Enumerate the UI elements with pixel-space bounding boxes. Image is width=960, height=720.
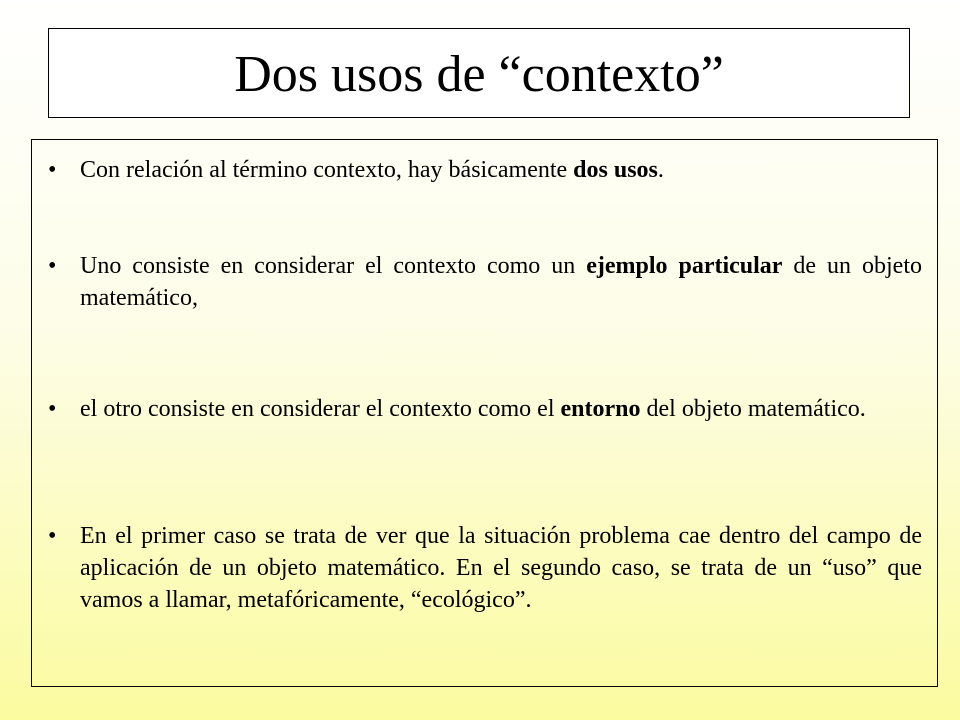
slide-title: Dos usos de “contexto”: [234, 46, 724, 103]
bullet-text: de un objeto matemático,: [80, 253, 922, 311]
bullet-text: Uno consiste en considerar el contexto como un: [80, 253, 587, 279]
bullet-bold-text: dos usos: [573, 157, 658, 183]
bullet-item-3: [80, 393, 922, 425]
slide-content-box: [31, 139, 938, 687]
bullet-text: del objeto matemático.: [640, 396, 866, 422]
bullet-text: En el primer caso se trata de ver que la situación problema cae dentro del campo de aplicación de un objeto matemático. En el segundo caso, se trata de un “uso” que vamos a llamar, metafóricamente, “ecológico”.: [80, 523, 922, 613]
bullet-item-1: [80, 154, 922, 186]
bullet-bold-text: entorno: [560, 396, 641, 422]
bullet-item-4: [80, 520, 922, 616]
bullet-text: .: [657, 157, 664, 183]
bullet-text: Con relación al término contexto, hay básicamente: [80, 157, 574, 183]
bullet-item-2: [80, 250, 922, 314]
slide-title-box: [48, 28, 910, 118]
bullet-bold-text: ejemplo particular: [586, 253, 783, 279]
bullet-text: el otro consiste en considerar el contexto como el: [80, 396, 561, 422]
